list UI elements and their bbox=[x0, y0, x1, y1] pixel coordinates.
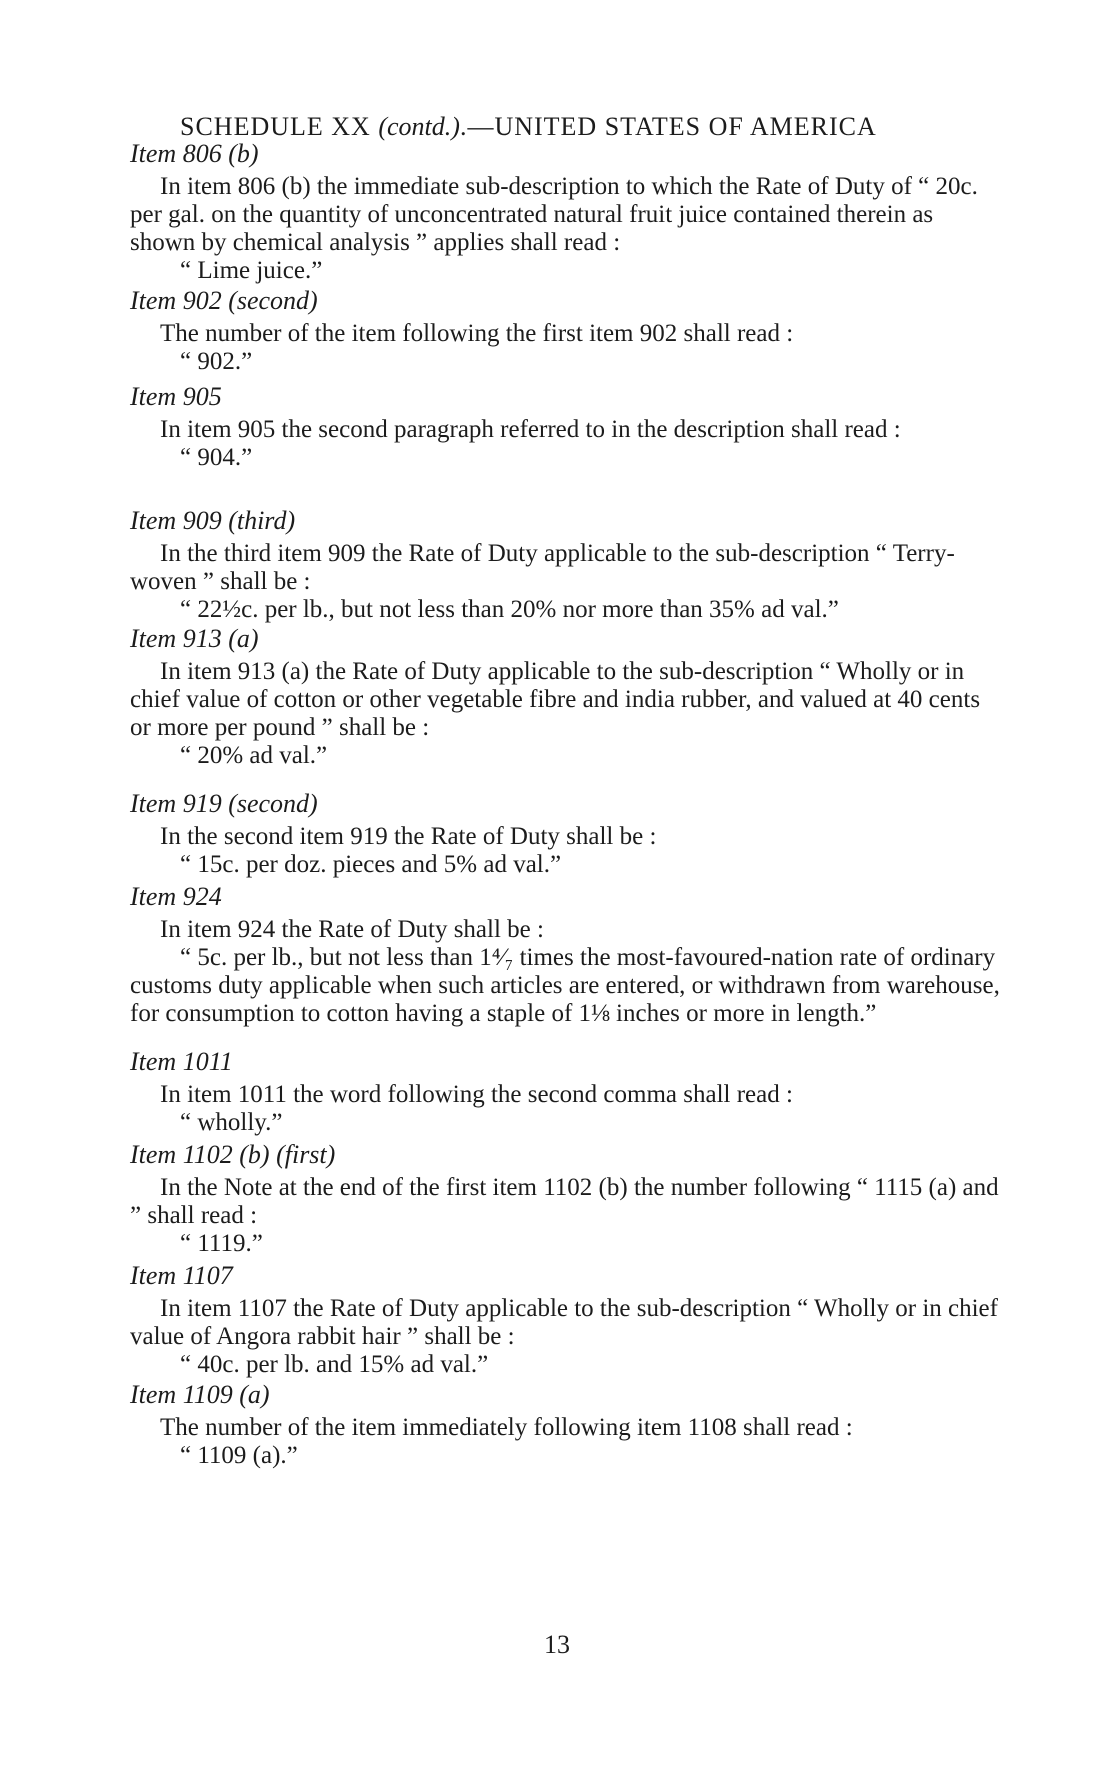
item-text: In item 806 (b) the immediate sub-description to which the Rate of Duty of “ 20c. per gal. on the quantity of unconcentrated natural fruit juice contained therein as shown by chemical analysis ” applies shall read : bbox=[130, 173, 978, 256]
item-heading: Item 1011 bbox=[130, 1047, 233, 1076]
header-contd: (contd.) bbox=[378, 112, 460, 141]
entry-item-806b bbox=[130, 137, 1000, 285]
item-quote: “ 20% ad val.” bbox=[180, 742, 328, 769]
item-text: In the second item 919 the Rate of Duty shall be : bbox=[160, 823, 657, 850]
entry-item-905 bbox=[130, 380, 1000, 472]
item-text: In item 1107 the Rate of Duty applicable to the sub-description “ Wholly or in chief value of Angora rabbit hair ” shall be : bbox=[130, 1295, 998, 1350]
item-text: The number of the item immediately following item 1108 shall read : bbox=[160, 1414, 853, 1441]
entry-item-909-third bbox=[130, 504, 1000, 624]
item-quote: “ 1109 (a).” bbox=[180, 1442, 298, 1469]
item-text: The number of the item following the first item 902 shall read : bbox=[160, 320, 794, 347]
item-quote: “ 5c. per lb., but not less than 1⁴⁄₇ times the most-favoured-nation rate of ordinary customs duty applicable when such articles are entered, or withdrawn from warehouse, for consumption to cotton having a staple of 1⅛ inches or more in length.” bbox=[130, 944, 1000, 1027]
item-quote: “ 1119.” bbox=[180, 1230, 263, 1257]
item-heading: Item 909 (third) bbox=[130, 506, 296, 535]
item-quote: “ 902.” bbox=[180, 348, 253, 375]
item-text: In item 1011 the word following the second comma shall read : bbox=[160, 1081, 793, 1108]
item-heading: Item 919 (second) bbox=[130, 789, 318, 818]
page-number: 13 bbox=[544, 1630, 570, 1659]
item-quote: “ 22½c. per lb., but not less than 20% nor more than 35% ad val.” bbox=[180, 596, 839, 623]
item-quote: “ 40c. per lb. and 15% ad val.” bbox=[180, 1351, 489, 1378]
item-heading: Item 1107 bbox=[130, 1261, 233, 1290]
item-text: In the Note at the end of the first item 1102 (b) the number following “ 1115 (a) and ” shall read : bbox=[130, 1174, 999, 1229]
item-quote: “ 15c. per doz. pieces and 5% ad val.” bbox=[180, 851, 562, 878]
entry-item-924 bbox=[130, 880, 1000, 1028]
item-heading: Item 1109 (a) bbox=[130, 1380, 270, 1409]
item-text: In item 905 the second paragraph referred to in the description shall read : bbox=[160, 416, 901, 443]
entry-item-913a bbox=[130, 622, 1000, 770]
item-heading: Item 905 bbox=[130, 382, 222, 411]
item-text: In the third item 909 the Rate of Duty applicable to the sub-description “ Terry-woven ” shall be : bbox=[130, 540, 955, 595]
entry-item-919-second bbox=[130, 787, 1000, 879]
item-quote: “ wholly.” bbox=[180, 1109, 283, 1136]
item-quote: “ Lime juice.” bbox=[180, 257, 323, 284]
item-text: In item 913 (a) the Rate of Duty applicable to the sub-description “ Wholly or in chief value of cotton or other vegetable fibre and india rubber, and valued at 40 cents or more per pound ” shall be : bbox=[130, 658, 981, 741]
item-heading: Item 902 (second) bbox=[130, 286, 318, 315]
entry-item-1011 bbox=[130, 1045, 1000, 1137]
entry-item-902-second bbox=[130, 284, 1000, 376]
entry-item-1102b-first bbox=[130, 1138, 1000, 1258]
header-schedule: SCHEDULE XX bbox=[180, 112, 371, 141]
item-quote: “ 904.” bbox=[180, 444, 253, 471]
header-country: .—UNITED STATES OF AMERICA bbox=[459, 112, 877, 141]
entry-item-1107 bbox=[130, 1259, 1000, 1379]
item-heading: Item 1102 (b) (first) bbox=[130, 1140, 336, 1169]
item-heading: Item 924 bbox=[130, 882, 222, 911]
entry-item-1109a bbox=[130, 1378, 1000, 1470]
item-text: In item 924 the Rate of Duty shall be : bbox=[160, 916, 544, 943]
item-heading: Item 806 (b) bbox=[130, 139, 259, 168]
item-heading: Item 913 (a) bbox=[130, 624, 259, 653]
